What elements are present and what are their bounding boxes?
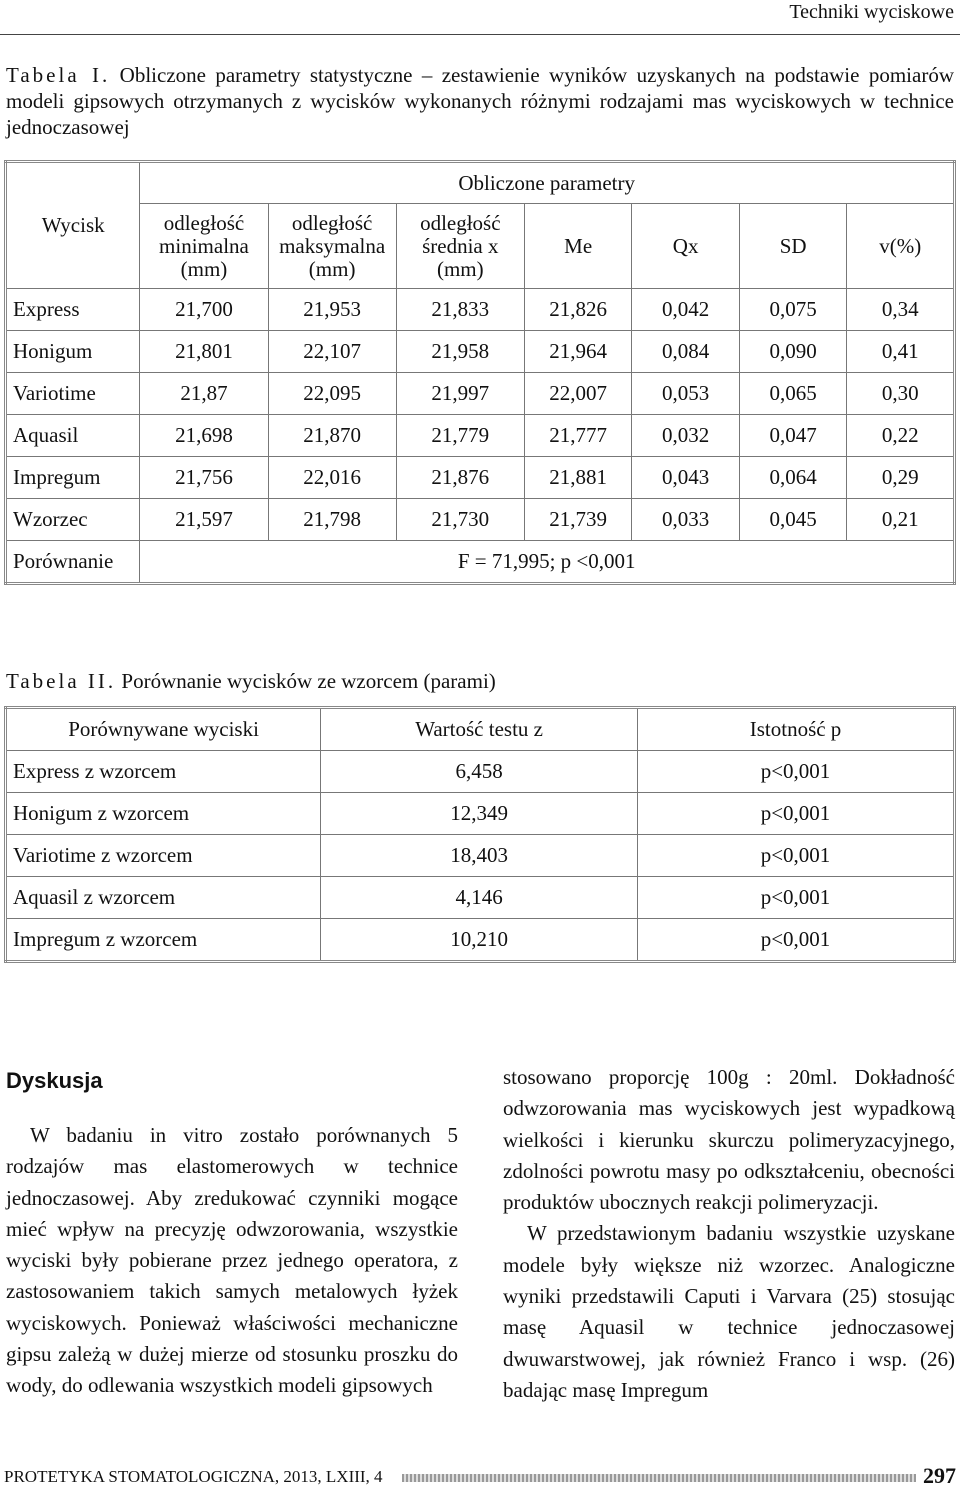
row-label: Impregum — [6, 457, 140, 499]
cell: 21,833 — [396, 289, 524, 331]
table-row — [6, 919, 955, 962]
page-number: 297 — [923, 1463, 956, 1488]
comparison-row — [6, 541, 955, 584]
cell: 0,21 — [847, 499, 955, 541]
cell: p<0,001 — [638, 877, 955, 919]
footer-rule — [402, 1474, 916, 1482]
table-row — [6, 331, 955, 373]
cell: 21,826 — [524, 289, 632, 331]
col-header: v(%) — [847, 204, 955, 289]
row-label: Aquasil z wzorcem — [6, 877, 321, 919]
comparison-label: Porównanie — [6, 541, 140, 584]
paragraph: W przedstawionym badaniu wszystkie uzyskane modele były większe niż wzorzec. Analogiczne wyniki przedstawili Caputi i Varvara (25) stosując masę Aquasil w technice jednoczasowej dwuwarstwowej, jak również Franco i wsp. (26) badając masę Impregum — [503, 1221, 955, 1402]
cell: 0,30 — [847, 373, 955, 415]
table-row — [6, 793, 955, 835]
cell: 21,876 — [396, 457, 524, 499]
cell: 10,210 — [321, 919, 638, 962]
cell: 0,29 — [847, 457, 955, 499]
cell: 21,777 — [524, 415, 632, 457]
cell: 21,730 — [396, 499, 524, 541]
cell: 21,700 — [140, 289, 268, 331]
cell: 21,739 — [524, 499, 632, 541]
cell: 18,403 — [321, 835, 638, 877]
table1-caption-text: Obliczone parametry statystyczne – zestawienie wyników uzyskanych na podstawie pomiarów modeli gipsowych otrzymanych z wycisków wykonanych różnymi rodzajami mas wyciskowych w technice jednoczasowej — [6, 63, 954, 139]
left-column — [6, 1062, 458, 1402]
cell: 21,958 — [396, 331, 524, 373]
cell: 0,045 — [739, 499, 847, 541]
header-wycisk: Wycisk — [6, 162, 140, 289]
col-header: Wartość testu z — [321, 708, 638, 751]
col-header: SD — [739, 204, 847, 289]
section-title: Dyskusja — [6, 1068, 103, 1093]
row-label: Impregum z wzorcem — [6, 919, 321, 962]
cell: 21,756 — [140, 457, 268, 499]
cell: 22,016 — [268, 457, 396, 499]
header-rule — [0, 34, 960, 35]
cell: 21,953 — [268, 289, 396, 331]
journal-name: PROTETYKA STOMATOLOGICZNA, 2013, LXIII, 4 — [4, 1467, 383, 1486]
right-column — [503, 1062, 955, 1406]
cell: 0,075 — [739, 289, 847, 331]
cell: p<0,001 — [638, 751, 955, 793]
cell: 0,032 — [632, 415, 740, 457]
cell: 0,047 — [739, 415, 847, 457]
cell: 0,22 — [847, 415, 955, 457]
cell: 0,41 — [847, 331, 955, 373]
col-header: odległość średnia x (mm) — [396, 204, 524, 289]
col-header: odległość minimalna (mm) — [140, 204, 268, 289]
cell: 21,597 — [140, 499, 268, 541]
cell: 0,033 — [632, 499, 740, 541]
table-row — [6, 835, 955, 877]
cell: 0,043 — [632, 457, 740, 499]
table-row — [6, 499, 955, 541]
row-label: Variotime z wzorcem — [6, 835, 321, 877]
table2 — [4, 706, 956, 963]
header-group: Obliczone parametry — [140, 162, 955, 204]
comparison-value: F = 71,995; p <0,001 — [140, 541, 955, 584]
cell: 12,349 — [321, 793, 638, 835]
paragraph: W badaniu in vitro zostało porównanych 5 rodzajów mas elastomerowych w technice jednoczasowej. Aby zredukować czynniki mogące mieć wpływ na precyzję odwzorowania, wszystkie wyciski były pobierane przez jednego operatora, z zastosowaniem takich samych metalowych łyżek wyciskowych. Ponieważ właściwości mechaniczne gipsu zależą w dużej mierze od stosunku proszku do wody, do odlewania wszystkich modeli gipsowych — [6, 1123, 458, 1398]
col-header: Qx — [632, 204, 740, 289]
table2-caption-text: Porównanie wycisków ze wzorcem (parami) — [121, 669, 496, 693]
row-label: Express z wzorcem — [6, 751, 321, 793]
row-label: Honigum z wzorcem — [6, 793, 321, 835]
table-row — [6, 373, 955, 415]
table-row — [6, 751, 955, 793]
table-row — [6, 457, 955, 499]
col-header: odległość maksymalna (mm) — [268, 204, 396, 289]
cell: 21,798 — [268, 499, 396, 541]
row-label: Variotime — [6, 373, 140, 415]
table1-caption — [6, 62, 954, 140]
row-label: Aquasil — [6, 415, 140, 457]
cell: 21,881 — [524, 457, 632, 499]
cell: 21,87 — [140, 373, 268, 415]
cell: 21,801 — [140, 331, 268, 373]
cell: 6,458 — [321, 751, 638, 793]
row-label: Express — [6, 289, 140, 331]
cell: 0,053 — [632, 373, 740, 415]
cell: p<0,001 — [638, 793, 955, 835]
cell: 0,042 — [632, 289, 740, 331]
table1-caption-lead: Tabela I. — [6, 63, 111, 87]
cell: 0,065 — [739, 373, 847, 415]
cell: 0,090 — [739, 331, 847, 373]
cell: 21,779 — [396, 415, 524, 457]
cell: 21,964 — [524, 331, 632, 373]
row-label: Wzorzec — [6, 499, 140, 541]
table1 — [4, 160, 956, 585]
cell: 0,34 — [847, 289, 955, 331]
cell: 4,146 — [321, 877, 638, 919]
cell: 21,698 — [140, 415, 268, 457]
cell: 22,007 — [524, 373, 632, 415]
col-header: Porównywane wyciski — [6, 708, 321, 751]
cell: 21,997 — [396, 373, 524, 415]
table-row — [6, 415, 955, 457]
running-title: Techniki wyciskowe — [789, 1, 954, 23]
col-header: Me — [524, 204, 632, 289]
cell: 22,107 — [268, 331, 396, 373]
table-row — [6, 289, 955, 331]
paragraph: stosowano proporcję 100g : 20ml. Dokładność odwzorowania mas wyciskowych jest wypadkową wielkości i kierunku skurczu polimeryzacyjnego, zdolności powrotu masy po odkształceniu, obecności produktów ubocznych reakcji polimeryzacji. — [503, 1065, 955, 1215]
row-label: Honigum — [6, 331, 140, 373]
cell: 0,084 — [632, 331, 740, 373]
col-header: Istotność p — [638, 708, 955, 751]
cell: 21,870 — [268, 415, 396, 457]
cell: 0,064 — [739, 457, 847, 499]
table2-caption — [6, 668, 954, 694]
table-row — [6, 877, 955, 919]
cell: 22,095 — [268, 373, 396, 415]
cell: p<0,001 — [638, 835, 955, 877]
cell: p<0,001 — [638, 919, 955, 962]
table2-caption-lead: Tabela II. — [6, 669, 117, 693]
